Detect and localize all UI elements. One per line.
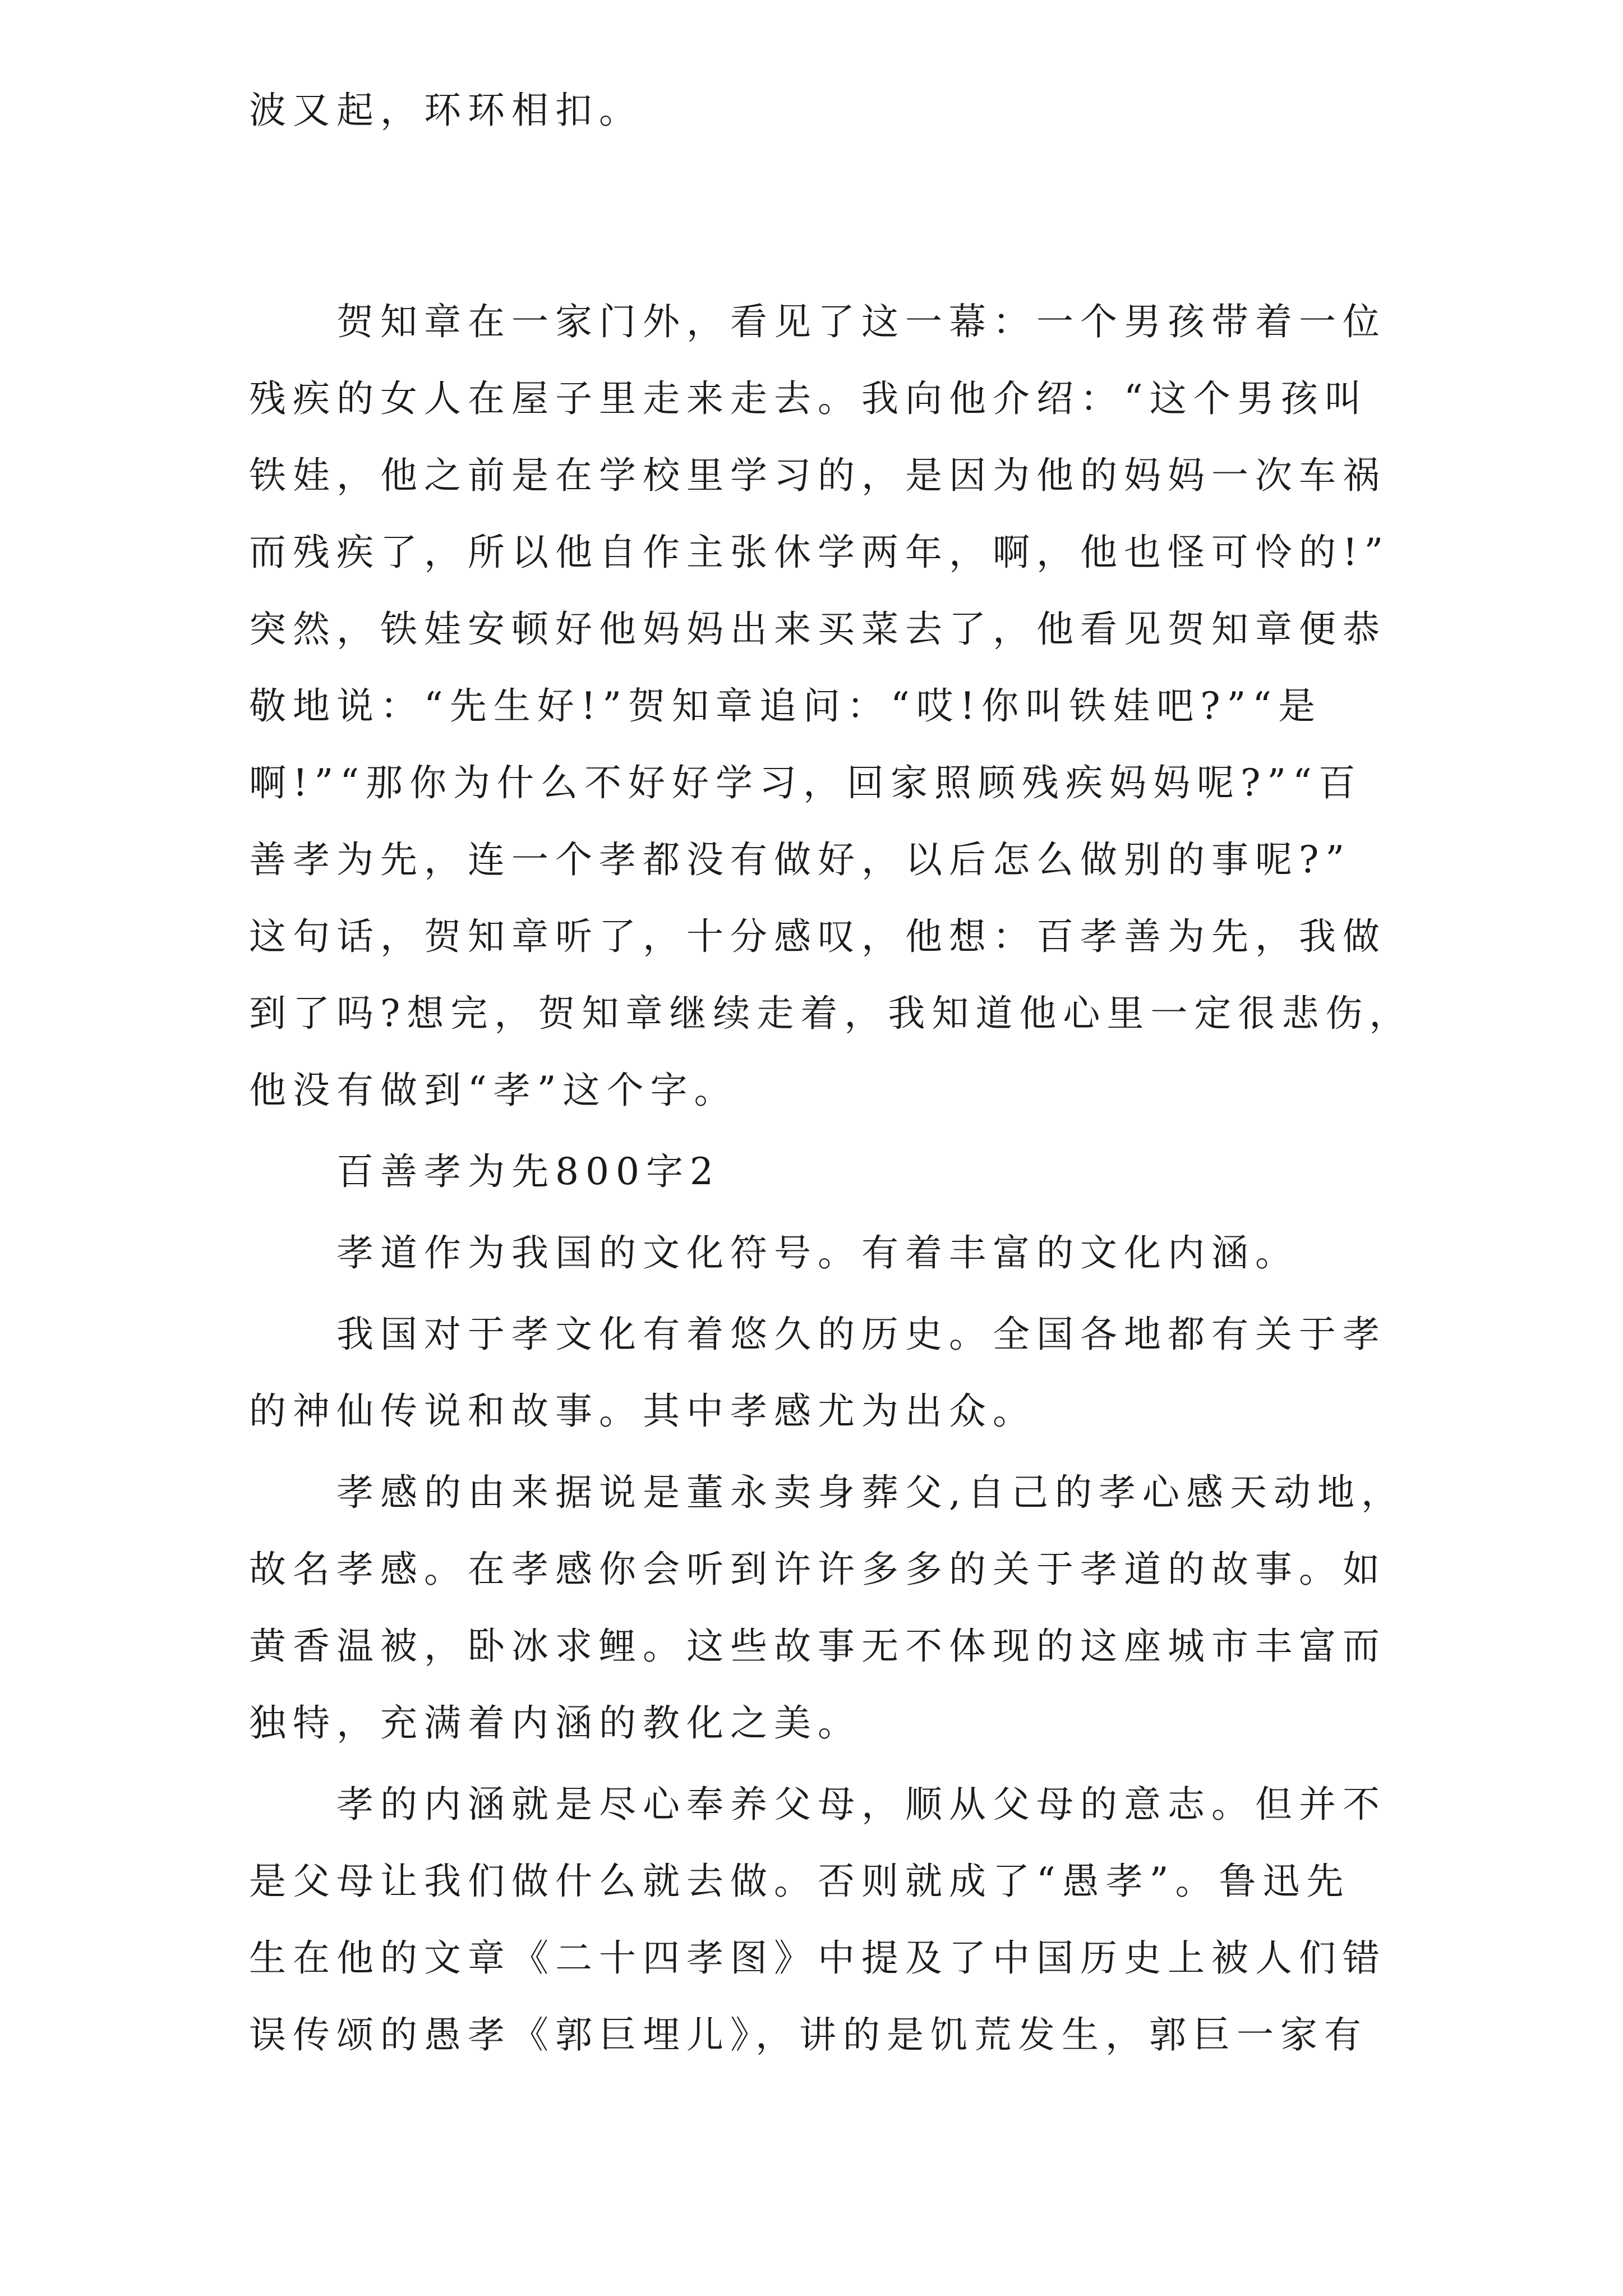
text-line: 故名孝感。在孝感你会听到许许多多的关于孝道的故事。如 [249, 1548, 1386, 1591]
paragraph [249, 1296, 1387, 1450]
text-line: 铁娃，他之前是在学校里学习的，是因为他的妈妈一次车祸 [249, 454, 1386, 497]
text-line: 这句话，贺知章听了，十分感叹，他想：百孝善为先，我做 [249, 915, 1386, 958]
paragraph [249, 72, 1387, 149]
text-line: 黄香温被，卧冰求鲤。这些故事无不体现的这座城市丰富而 [249, 1625, 1386, 1668]
text-line: 孝的内涵就是尽心奉养父母，顺从父母的意志。但并不 [336, 1783, 1386, 1826]
text-line: 残疾的女人在屋子里走来走去。我向他介绍：“这个男孩叫 [249, 377, 1368, 420]
text-line: 贺知章在一家门外，看见了这一幕：一个男孩带着一位 [336, 300, 1386, 343]
section-heading [249, 1133, 1387, 1210]
paragraph [249, 1214, 1387, 1291]
text-line: 的神仙传说和故事。其中孝感尤为出众。 [249, 1389, 1036, 1433]
text-line: 生在他的文章《二十四孝图》中提及了中国历史上被人们错 [249, 1936, 1386, 1980]
text-line: 是父母让我们做什么就去做。否则就成了“愚孝”。鲁迅先 [249, 1860, 1350, 1903]
paragraph [249, 1766, 1387, 2073]
paragraph [249, 283, 1413, 1129]
text-line: 敬地说：“先生好!”贺知章追问：“哎!你叫铁娃吧?”“是 [249, 684, 1322, 728]
text-line: 独特，充满着内涵的教化之美。 [249, 1701, 861, 1745]
text-line: 啊!”“那你为什么不好好学习，回家照顾残疾妈妈呢?”“百 [249, 761, 1362, 804]
text-line: 我国对于孝文化有着悠久的历史。全国各地都有关于孝 [336, 1313, 1386, 1356]
text-line: 他没有做到“孝”这个字。 [249, 1069, 738, 1112]
text-line: 突然，铁娃安顿好他妈妈出来买菜去了，他看见贺知章便恭 [249, 608, 1386, 651]
text-line: 到了吗?想完，贺知章继续走着，我知道他心里一定很悲伤， [249, 992, 1413, 1035]
text-line: 波又起，环环相扣。 [249, 89, 643, 132]
text-line: 孝感的由来据说是董永卖身葬父,自己的孝心感天动地， [336, 1471, 1405, 1514]
text-line: 而残疾了，所以他自作主张休学两年，啊，他也怪可怜的!” [249, 531, 1390, 574]
paragraph [249, 1454, 1405, 1761]
text-line: 善孝为先，连一个孝都没有做好，以后怎么做别的事呢?” [249, 838, 1352, 881]
document-body [249, 72, 1413, 2078]
section-heading-text: 百善孝为先800字2 [336, 1150, 720, 1193]
text-line: 孝道作为我国的文化符号。有着丰富的文化内涵。 [336, 1231, 1299, 1274]
text-line: 误传颂的愚孝《郭巨埋儿》，讲的是饥荒发生，郭巨一家有 [249, 2013, 1368, 2056]
